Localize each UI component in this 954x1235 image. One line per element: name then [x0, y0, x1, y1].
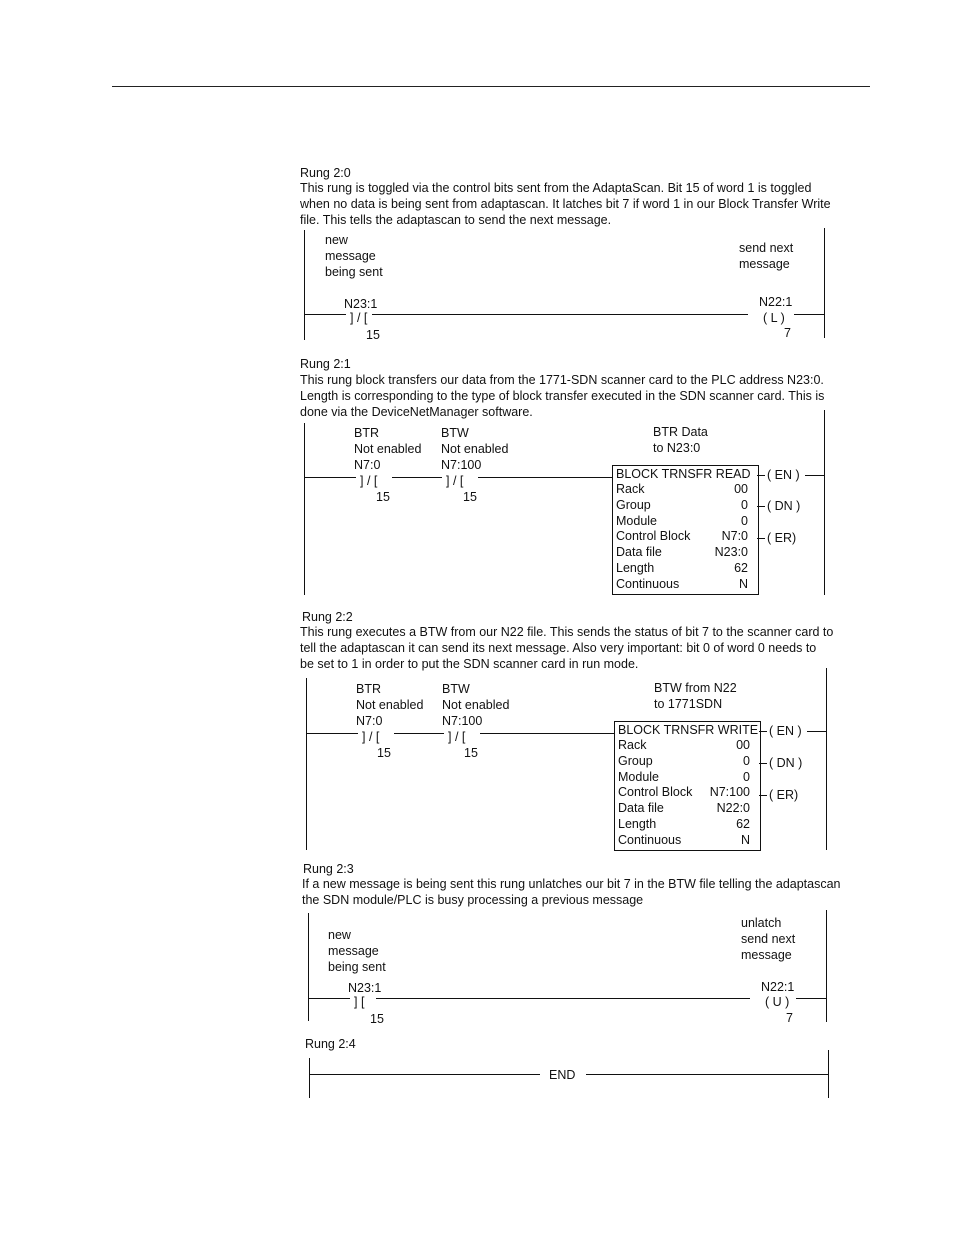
- output-wire: [759, 763, 767, 764]
- contact-label: message: [325, 249, 376, 263]
- left-power-rail: [306, 678, 307, 850]
- param-value: 00: [734, 482, 748, 496]
- btr-contact-state: Not enabled: [354, 442, 422, 456]
- desc-line: This rung is toggled via the control bits sent from the AdaptaScan. Bit 15 of word 1 is toggled: [300, 181, 812, 195]
- right-power-rail: [826, 668, 827, 850]
- rung-wire: [376, 998, 750, 999]
- rung-wire: [478, 477, 612, 478]
- desc-line: when no data is being sent from adaptascan. It latches bit 7 if word 1 in our Block Transfer Write: [300, 197, 831, 211]
- rung-wire: [796, 998, 826, 999]
- param-value: 00: [736, 738, 750, 752]
- rung-title: Rung 2:1: [300, 357, 351, 371]
- btr-contact-address: N7:0: [354, 458, 381, 472]
- left-power-rail: [304, 230, 305, 340]
- param-name: Data file: [616, 545, 662, 560]
- unlatch-coil: ( U ): [765, 995, 790, 1009]
- param-name: Data file: [618, 801, 664, 816]
- param-row: [613, 482, 758, 498]
- block-label: BTR Data: [653, 425, 708, 439]
- output-wire: [805, 475, 824, 476]
- param-name: Length: [616, 560, 655, 575]
- end-of-program: END: [549, 1068, 576, 1082]
- param-name: Group: [618, 753, 653, 768]
- contact-label: new: [325, 233, 348, 247]
- rung-description: [302, 876, 841, 908]
- param-name: Module: [616, 513, 657, 528]
- contact-label: new: [328, 928, 351, 942]
- output-wire: [757, 538, 765, 539]
- rung-wire: [304, 314, 346, 315]
- param-row: [615, 817, 760, 833]
- coil-label: message: [741, 948, 792, 962]
- contact-bit: 15: [463, 490, 477, 504]
- param-row: [615, 770, 760, 786]
- contact-bit: 15: [376, 490, 390, 504]
- param-value: N22:0: [716, 801, 750, 816]
- param-row: [615, 738, 760, 754]
- param-name: Control Block: [618, 785, 693, 800]
- examine-off-contact: ] / [: [350, 311, 368, 325]
- examine-on-contact: ] [: [354, 995, 365, 1009]
- coil-bit: 7: [784, 326, 791, 340]
- rung-description: [300, 624, 835, 672]
- right-power-rail: [826, 910, 827, 1022]
- output-wire: [759, 731, 767, 732]
- latch-coil: ( L ): [763, 311, 785, 325]
- desc-line: tell the adaptascan it can send its next message. Also very important: bit 0 of word 0 needs to: [300, 641, 817, 655]
- rung-wire: [372, 314, 748, 315]
- param-name: Rack: [616, 482, 645, 496]
- param-name: Continuous: [618, 832, 682, 847]
- param-row: [613, 529, 758, 545]
- contact-label: being sent: [325, 265, 383, 279]
- rung-wire: [586, 1074, 828, 1075]
- btr-contact-address: N7:0: [356, 714, 383, 728]
- contact-bit: 15: [370, 1012, 384, 1026]
- desc-line: Length is corresponding to the type of block transfer executed in the SDN scanner card. This is: [300, 389, 825, 403]
- dn-output: ( DN ): [767, 499, 801, 513]
- rung-wire: [304, 477, 356, 478]
- btw-contact-name: BTW: [442, 682, 470, 696]
- desc-line: file. This tells the adaptascan to send the next message.: [300, 213, 612, 227]
- param-name: Module: [618, 769, 659, 784]
- examine-off-contact: ] / [: [448, 730, 466, 744]
- param-value: N7:0: [721, 529, 748, 544]
- param-row: [615, 833, 760, 849]
- right-power-rail: [828, 1050, 829, 1098]
- rung-wire: [794, 314, 824, 315]
- dn-output: ( DN ): [769, 756, 803, 770]
- desc-line: done via the DeviceNetManager software.: [300, 405, 533, 419]
- param-row: [613, 498, 758, 514]
- output-wire: [807, 731, 826, 732]
- output-wire: [757, 475, 765, 476]
- rung-wire: [480, 733, 614, 734]
- rung-title: Rung 2:2: [302, 610, 353, 624]
- rung-wire: [394, 733, 444, 734]
- param-name: Group: [616, 497, 651, 512]
- examine-off-contact: ] / [: [360, 474, 378, 488]
- param-row: [613, 577, 758, 593]
- rung-title: Rung 2:4: [305, 1037, 356, 1051]
- rung-wire: [392, 477, 442, 478]
- btw-contact-name: BTW: [441, 426, 469, 440]
- param-value: N7:100: [709, 785, 750, 800]
- rung-wire: [309, 1074, 540, 1075]
- er-output: ( ER): [769, 788, 799, 802]
- param-value: 0: [741, 497, 748, 512]
- en-output: ( EN ): [767, 468, 800, 482]
- param-value: 0: [743, 769, 750, 784]
- param-row: [615, 801, 760, 817]
- right-power-rail: [824, 228, 825, 338]
- coil-bit: 7: [786, 1011, 793, 1025]
- param-name: Continuous: [616, 576, 680, 591]
- rung-wire: [306, 733, 358, 734]
- coil-label: send next: [739, 241, 794, 255]
- rung-description: [300, 372, 835, 420]
- coil-address: N22:1: [761, 980, 795, 994]
- param-value: N23:0: [714, 545, 748, 560]
- btr-contact-name: BTR: [356, 682, 381, 696]
- param-value: N: [738, 576, 748, 591]
- er-output: ( ER): [767, 531, 797, 545]
- param-row: [613, 545, 758, 561]
- right-power-rail: [824, 410, 825, 595]
- desc-line: the SDN module/PLC is busy processing a previous message: [302, 893, 644, 907]
- btr-contact-state: Not enabled: [356, 698, 424, 712]
- btw-contact-address: N7:100: [442, 714, 483, 728]
- instruction-title: BLOCK TRNSFR WRITE: [618, 723, 759, 737]
- param-value: N: [740, 832, 750, 847]
- header-rule: [112, 86, 870, 87]
- desc-line: be set to 1 in order to put the SDN scanner card in run mode.: [300, 657, 639, 671]
- left-power-rail: [304, 423, 305, 595]
- btw-contact-state: Not enabled: [442, 698, 510, 712]
- coil-label: unlatch: [741, 916, 782, 930]
- contact-address: N23:1: [348, 981, 382, 995]
- btw-contact-state: Not enabled: [441, 442, 509, 456]
- coil-label: send next: [741, 932, 796, 946]
- output-wire: [757, 506, 765, 507]
- param-row: [615, 785, 760, 801]
- left-power-rail: [308, 913, 309, 1021]
- param-row: [613, 561, 758, 577]
- contact-label: message: [328, 944, 379, 958]
- output-wire: [759, 795, 767, 796]
- contact-label: being sent: [328, 960, 386, 974]
- coil-address: N22:1: [759, 295, 793, 309]
- desc-line: This rung executes a BTW from our N22 file. This sends the status of bit 7 to the scanner card to: [300, 625, 834, 639]
- contact-bit: 15: [464, 746, 478, 760]
- btr-contact-name: BTR: [354, 426, 379, 440]
- block-label: to N23:0: [653, 441, 701, 455]
- block-label: to 1771SDN: [654, 697, 723, 711]
- param-name: Control Block: [616, 529, 691, 544]
- param-value: 0: [743, 753, 750, 768]
- contact-address: N23:1: [344, 297, 378, 311]
- block-label: BTW from N22: [654, 681, 737, 695]
- contact-bit: 15: [377, 746, 391, 760]
- rung-description: [300, 180, 835, 228]
- left-power-rail: [309, 1058, 310, 1098]
- instruction-title: BLOCK TRNSFR READ: [616, 467, 751, 481]
- btw-contact-address: N7:100: [441, 458, 482, 472]
- contact-bit: 15: [366, 328, 380, 342]
- block-transfer-read-instruction: [612, 465, 759, 595]
- block-transfer-write-instruction: [614, 721, 761, 851]
- param-value: 0: [741, 513, 748, 528]
- param-value: 62: [736, 816, 750, 831]
- rung-wire: [308, 998, 350, 999]
- desc-line: This rung block transfers our data from the 1771-SDN scanner card to the PLC address N23:0.: [300, 373, 824, 387]
- examine-off-contact: ] / [: [362, 730, 380, 744]
- rung-title: Rung 2:0: [300, 166, 351, 180]
- param-row: [613, 514, 758, 530]
- coil-label: message: [739, 257, 790, 271]
- param-row: [615, 754, 760, 770]
- rung-title: Rung 2:3: [303, 862, 354, 876]
- param-name: Rack: [618, 738, 647, 752]
- param-value: 62: [734, 560, 748, 575]
- param-name: Length: [618, 816, 657, 831]
- desc-line: If a new message is being sent this rung unlatches our bit 7 in the BTW file telling the adaptascan: [302, 877, 841, 891]
- en-output: ( EN ): [769, 724, 802, 738]
- examine-off-contact: ] / [: [446, 474, 464, 488]
